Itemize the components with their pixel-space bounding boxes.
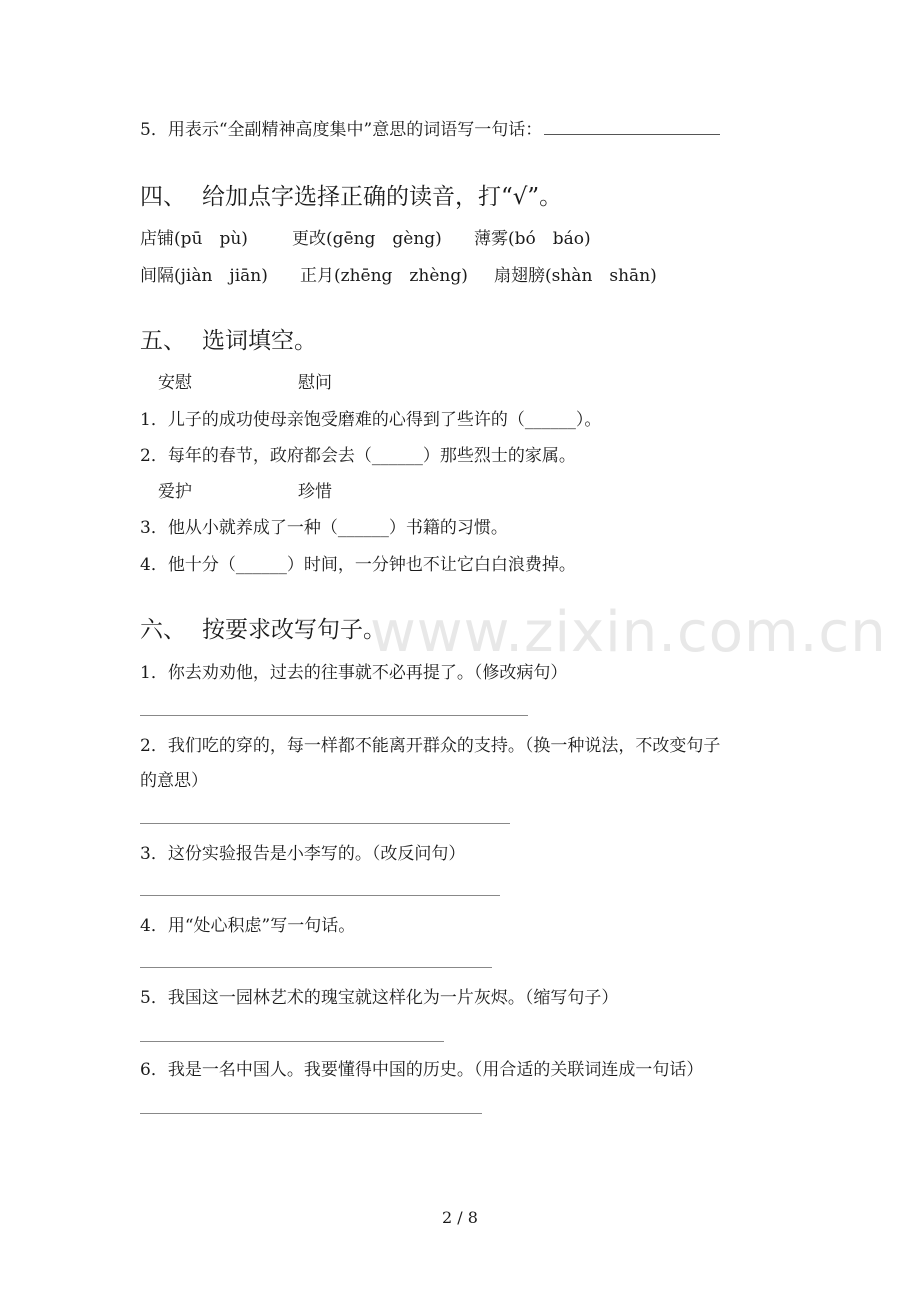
pinyin-item: 正月(zhēng zhèng): [300, 266, 468, 286]
section-4-heading: [140, 183, 562, 211]
rewrite-question-cont: 的意思）: [140, 771, 208, 791]
fill-question: 4．他十分（______）时间，一分钟也不让它白白浪费掉。: [140, 555, 576, 575]
word-option: 慰问: [298, 373, 332, 393]
rewrite-question: 4．用“处心积虑”写一句话。: [140, 916, 356, 936]
rewrite-question: 5．我国这一园林艺术的瑰宝就这样化为一片灰烬。（缩写句子）: [140, 988, 619, 1008]
section-6-title: 按要求改写句子。: [202, 617, 386, 643]
pinyin-item: 店铺(pū pù): [140, 229, 248, 249]
q5-top-text: 5．用表示“全副精神高度集中”意思的词语写一句话：: [140, 120, 543, 140]
fill-question: 1．儿子的成功使母亲饱受磨难的心得到了些许的（______）。: [140, 410, 602, 430]
fill-question: 2．每年的春节，政府都会去（______）那些烈士的家属。: [140, 446, 576, 466]
section-4-num: 四、: [140, 184, 186, 210]
pinyin-item: 更改(gēng gèng): [292, 229, 442, 249]
section-5-title: 选词填空。: [202, 328, 317, 354]
answer-line[interactable]: [140, 895, 500, 896]
section-4-title: 给加点字选择正确的读音，打“√”。: [202, 184, 563, 210]
fill-question: 3．他从小就养成了一种（______）书籍的习惯。: [140, 518, 508, 538]
section-6-num: 六、: [140, 617, 186, 643]
word-option: 珍惜: [298, 482, 332, 502]
answer-line[interactable]: [140, 823, 510, 824]
rewrite-question: 3．这份实验报告是小李写的。（改反问句）: [140, 844, 466, 864]
section-5-num: 五、: [140, 328, 186, 354]
answer-line[interactable]: [140, 967, 492, 968]
section-6-heading: [140, 616, 386, 644]
answer-blank[interactable]: [544, 120, 720, 135]
pinyin-item: 间隔(jiàn jiān): [140, 266, 268, 286]
rewrite-question: 6．我是一名中国人。我要懂得中国的历史。（用合适的关联词连成一句话）: [140, 1060, 704, 1080]
word-option: 安慰: [158, 373, 192, 393]
pinyin-item: 薄雾(bó báo): [474, 229, 591, 249]
answer-line[interactable]: [140, 1041, 444, 1042]
q5-top-line: [140, 120, 720, 140]
rewrite-question: 2．我们吃的穿的，每一样都不能离开群众的支持。（换一种说法，不改变句子: [140, 736, 721, 756]
pinyin-item: 扇翅膀(shàn shān): [494, 266, 657, 286]
answer-line[interactable]: [140, 1113, 482, 1114]
rewrite-question: 1．你去劝劝他，过去的往事就不必再提了。（修改病句）: [140, 663, 568, 683]
answer-line[interactable]: [140, 715, 528, 716]
section-5-heading: [140, 327, 317, 355]
watermark: www.zixin.com.cn: [370, 600, 887, 665]
word-option: 爱护: [158, 482, 192, 502]
page-number: 2 / 8: [442, 1208, 478, 1227]
